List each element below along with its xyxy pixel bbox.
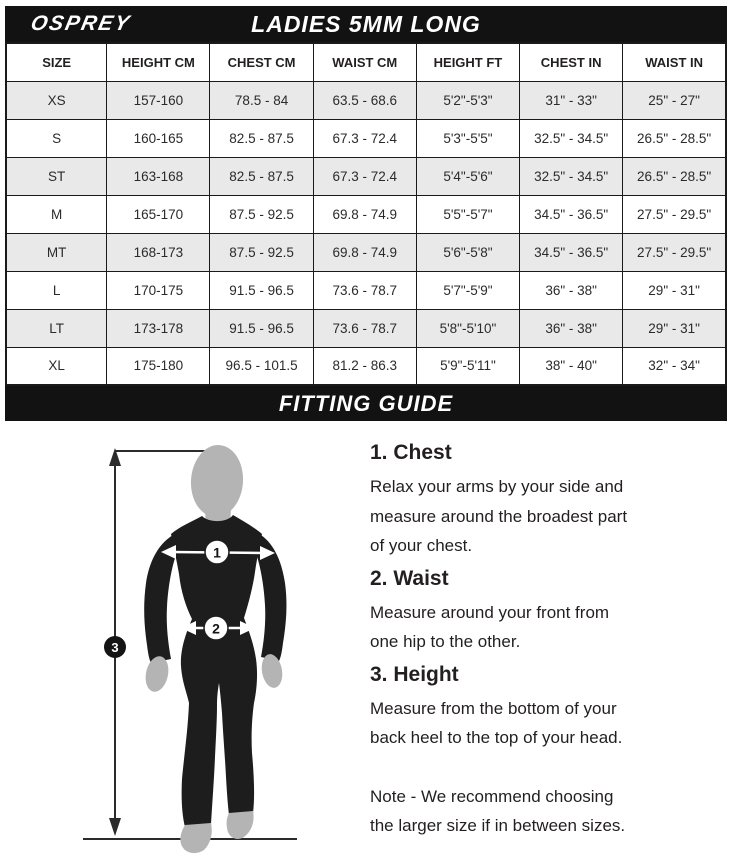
mannequin-head [189,443,246,518]
column-header-chest-cm: CHEST CM [210,43,313,81]
table-cell: 5'7"-5'9" [416,271,519,309]
guide-line: measure around the broadest part [370,506,628,526]
table-cell: 5'5"-5'7" [416,195,519,233]
table-cell: 91.5 - 96.5 [210,309,313,347]
table-cell: 78.5 - 84 [210,81,313,119]
osprey-logo: OSPREY [28,12,134,35]
table-cell: 82.5 - 87.5 [210,157,313,195]
table-cell: 87.5 - 92.5 [210,195,313,233]
table-cell: 5'3"-5'5" [416,119,519,157]
guide-line: Measure from the bottom of your [370,698,617,718]
column-header-height-ft: HEIGHT FT [416,43,519,81]
table-cell: 26.5" - 28.5" [623,157,726,195]
table-row [6,157,726,195]
table-cell: 29" - 31" [623,271,726,309]
height-marker-number: 3 [111,640,119,655]
fitting-guide-text [370,421,727,861]
column-header-chest-in: CHEST IN [520,43,623,81]
table-cell: 170-175 [107,271,210,309]
table-cell: 165-170 [107,195,210,233]
arrow-down-icon [109,818,121,836]
table-cell: 29" - 31" [623,309,726,347]
guide-line: back heel to the top of your head. [370,728,623,747]
table-cell: 5'2"-5'3" [416,81,519,119]
table-cell: 5'4"-5'6" [416,157,519,195]
table-cell: 69.8 - 74.9 [313,233,416,271]
size-cell: LT [6,309,107,347]
guide-line: of your chest. [370,536,473,555]
table-cell: 73.6 - 78.7 [313,271,416,309]
table-cell: 82.5 - 87.5 [210,119,313,157]
table-row [6,347,726,385]
mannequin-diagram [5,421,370,861]
table-cell: 63.5 - 68.6 [313,81,416,119]
table-cell: 173-178 [107,309,210,347]
guide-line: Measure around your front from [370,602,610,622]
table-row [6,119,726,157]
column-header-waist-cm: WAIST CM [313,43,416,81]
table-row [6,271,726,309]
size-cell: M [6,195,107,233]
right-foot [227,811,254,839]
table-row [6,309,726,347]
table-cell: 34.5" - 36.5" [520,195,623,233]
table-cell: 81.2 - 86.3 [313,347,416,385]
table-cell: 69.8 - 74.9 [313,195,416,233]
right-hand [259,653,285,690]
fitting-guide-bar [5,386,727,421]
table-cell: 157-160 [107,81,210,119]
table-cell: 25" - 27" [623,81,726,119]
table-row [6,233,726,271]
table-cell: 160-165 [107,119,210,157]
left-foot [180,823,211,853]
guide-line: Relax your arms by your side and [370,477,624,496]
size-cell: MT [6,233,107,271]
table-cell: 67.3 - 72.4 [313,119,416,157]
table-cell: 36" - 38" [520,309,623,347]
table-row [6,81,726,119]
table-cell: 32.5" - 34.5" [520,119,623,157]
size-cell: S [6,119,107,157]
column-header-height-cm: HEIGHT CM [107,43,210,81]
size-cell: L [6,271,107,309]
table-cell: 26.5" - 28.5" [623,119,726,157]
table-header-row [6,43,726,81]
table-cell: 32" - 34" [623,347,726,385]
table-cell: 91.5 - 96.5 [210,271,313,309]
table-cell: 5'9"-5'11" [416,347,519,385]
column-header-size: SIZE [6,43,107,81]
table-cell: 67.3 - 72.4 [313,157,416,195]
table-cell: 73.6 - 78.7 [313,309,416,347]
fitting-guide-body [5,421,727,861]
table-row [6,195,726,233]
fitting-figure [5,421,370,861]
table-cell: 27.5" - 29.5" [623,195,726,233]
column-header-waist-in: WAIST IN [623,43,726,81]
guide-section-heading-chest: 1. Chest [370,441,452,464]
size-cell: XS [6,81,107,119]
size-cell: XL [6,347,107,385]
guide-line: one hip to the other. [370,632,521,651]
waist-marker-number: 2 [212,620,220,637]
table-cell: 163-168 [107,157,210,195]
note-line: the larger size if in between sizes. [370,816,626,835]
table-cell: 34.5" - 36.5" [520,233,623,271]
height-marker [104,636,126,658]
guide-section-heading-height: 3. Height [370,662,459,686]
table-cell: 175-180 [107,347,210,385]
table-cell: 168-173 [107,233,210,271]
table-cell: 38" - 40" [520,347,623,385]
table-cell: 96.5 - 101.5 [210,347,313,385]
size-table [5,42,727,386]
table-cell: 87.5 - 92.5 [210,233,313,271]
brand-bar [5,6,727,42]
guide-section-heading-waist: 2. Waist [370,566,449,590]
table-cell: 27.5" - 29.5" [623,233,726,271]
note-text [370,782,721,841]
table-cell: 32.5" - 34.5" [520,157,623,195]
table-cell: 36" - 38" [520,271,623,309]
chest-marker-number: 1 [213,544,221,561]
size-cell: ST [6,157,107,195]
note-line: Note - We recommend choosing [370,786,614,806]
fitting-guide-title: FITTING GUIDE [278,390,454,416]
chart-title: LADIES 5MM LONG [251,10,481,37]
left-hand [142,654,171,694]
table-cell: 5'6"-5'8" [416,233,519,271]
table-cell: 5'8"-5'10" [416,309,519,347]
table-cell: 31" - 33" [520,81,623,119]
